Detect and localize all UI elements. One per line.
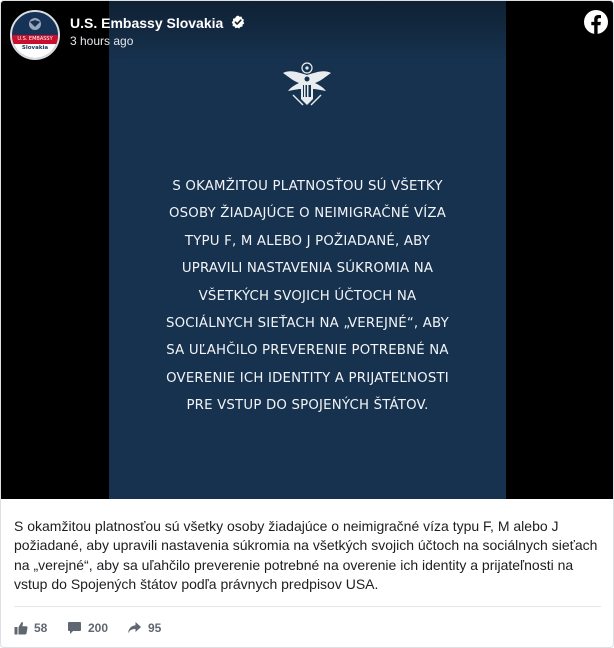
avatar[interactable] xyxy=(10,10,60,60)
verified-badge-icon xyxy=(231,15,245,29)
comment-count: 200 xyxy=(88,621,109,635)
post-header xyxy=(1,1,613,63)
post-caption: S okamžitou platnosťou sú všetky osoby žiadajúce o neimigračné víza typu F, M alebo J požiadané, aby upravili nastavenia súkromia na všetkých svojich účtoch na sociálnych sieťach na „verejné“, aby sa uľahčilo preverenie potrebné na overenie ich identity a prijateľnosti na vstup do Spojených štátov podľa právnych predpisov USA. xyxy=(14,518,598,593)
share-arrow-icon xyxy=(127,621,142,635)
share-count: 95 xyxy=(148,621,162,635)
post-timestamp-link[interactable]: 3 hours ago xyxy=(70,34,134,48)
eagle-seal-icon xyxy=(279,59,335,111)
like-count: 58 xyxy=(34,621,48,635)
like-count-button[interactable] xyxy=(14,619,47,637)
post-media[interactable] xyxy=(1,1,613,499)
thumbs-up-icon xyxy=(14,621,28,635)
comment-count-button[interactable] xyxy=(67,619,108,637)
poster-text: S OKAMŽITOU PLATNOSŤOU SÚ VŠETKY OSOBY ŽIADAJÚCE O NEIMIGRAČNÉ VÍZA TYPU F, M ALEBO J POŽIADANÉ, ABY UPRAVILI NASTAVENIA SÚKROMIA NA VŠETKÝCH SVOJICH ÚČTOCH NA SOCIÁLNYCH SIEŤACH NA „VEREJNÉ“, ABY SA UĽAHČILO PREVERENIE POTREBNÉ NA OVERENIE ICH IDENTITY A PRIJATEĽNOSTI PRE VSTUP DO SPOJENÝCH ŠTÁTOV. xyxy=(166,179,449,414)
facebook-icon[interactable] xyxy=(584,10,608,34)
page-name-link[interactable]: U.S. Embassy Slovakia xyxy=(70,15,224,31)
avatar-label-top: U.S. EMBASSY xyxy=(17,36,53,42)
avatar-label-bottom: Slovakia xyxy=(12,44,58,58)
comment-icon xyxy=(67,621,82,635)
divider xyxy=(14,606,601,607)
eagle-emblem-icon xyxy=(28,17,42,31)
announcement-poster xyxy=(109,1,506,499)
share-count-button[interactable] xyxy=(127,619,161,637)
